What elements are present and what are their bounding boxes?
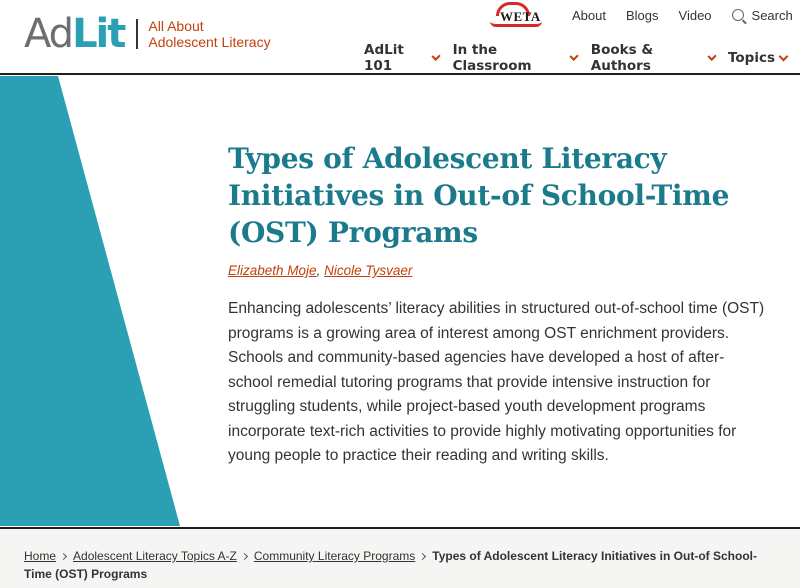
- article-summary: Enhancing adolescents’ literacy abilities in structured out-of-school time (OST) programs is a growing area of interest among OST enrichment providers. Schools and community-based agencies have developed a host of after-school remedial tutoring programs that provide intensive instruction for struggling students, while project-based youth development programs incorporate text-rich activities to provide highly motivating opportunities for young people to practice their reading and writing skills.: [228, 300, 765, 464]
- chevron-right-icon: [419, 553, 426, 560]
- search-icon: [732, 9, 744, 21]
- weta-swoosh: [490, 21, 542, 27]
- nav-label: Topics: [727, 50, 775, 66]
- weta-logo-text: WETA: [500, 9, 541, 24]
- weta-logo[interactable]: [488, 4, 548, 26]
- article-hero: [0, 76, 800, 526]
- breadcrumb-home[interactable]: Home: [24, 549, 57, 563]
- nav-label: In the Classroom: [452, 42, 532, 74]
- video-link[interactable]: Video: [678, 7, 712, 23]
- chevron-right-icon: [60, 553, 67, 560]
- breadcrumb: [0, 527, 800, 588]
- nav-topics[interactable]: [728, 42, 787, 74]
- page-title: Types of Adolescent Literacy Initiatives in Out-of School-Time (OST) Programs: [228, 142, 730, 249]
- search-label: Search: [751, 7, 793, 23]
- author-separator: ,: [316, 263, 325, 278]
- logo-lit: Lit: [72, 11, 125, 57]
- adlit-logo[interactable]: [24, 12, 271, 56]
- teal-decorative-shape: [0, 76, 180, 526]
- chevron-down-icon: [707, 51, 717, 61]
- about-link[interactable]: About: [572, 7, 606, 23]
- nav-books-authors[interactable]: [591, 42, 715, 74]
- tagline-line2: Adolescent Literacy: [148, 34, 271, 50]
- nav-label: Books & Authors: [590, 42, 654, 74]
- main-nav: [364, 42, 800, 74]
- breadcrumb-topics-a-z[interactable]: Adolescent Literacy Topics A-Z: [73, 549, 237, 563]
- site-header: [0, 0, 800, 75]
- author-link-moje[interactable]: Elizabeth Moje: [228, 263, 317, 278]
- utility-nav: [488, 5, 793, 25]
- chevron-down-icon: [432, 51, 441, 60]
- tagline-line1: All About: [148, 18, 204, 34]
- logo-tagline: [148, 18, 270, 50]
- nav-adlit-101[interactable]: [364, 42, 440, 74]
- chevron-right-icon: [241, 553, 248, 560]
- nav-in-the-classroom[interactable]: [453, 42, 578, 74]
- logo-ad: Ad: [24, 11, 73, 57]
- breadcrumb-current: Types of Adolescent Literacy Initiatives in Out-of School-Time (OST) Programs: [24, 549, 757, 581]
- article-authors: [228, 263, 412, 278]
- breadcrumb-trail: [24, 547, 784, 583]
- chevron-down-icon: [779, 51, 789, 61]
- search-button[interactable]: [732, 8, 793, 23]
- nav-label: AdLit 101: [364, 42, 404, 74]
- chevron-down-icon: [570, 51, 580, 61]
- logo-divider: [136, 19, 138, 49]
- blogs-link[interactable]: Blogs: [625, 7, 659, 23]
- author-link-tysvaer[interactable]: Nicole Tysvaer: [324, 263, 413, 278]
- breadcrumb-community-literacy[interactable]: Community Literacy Programs: [253, 549, 416, 563]
